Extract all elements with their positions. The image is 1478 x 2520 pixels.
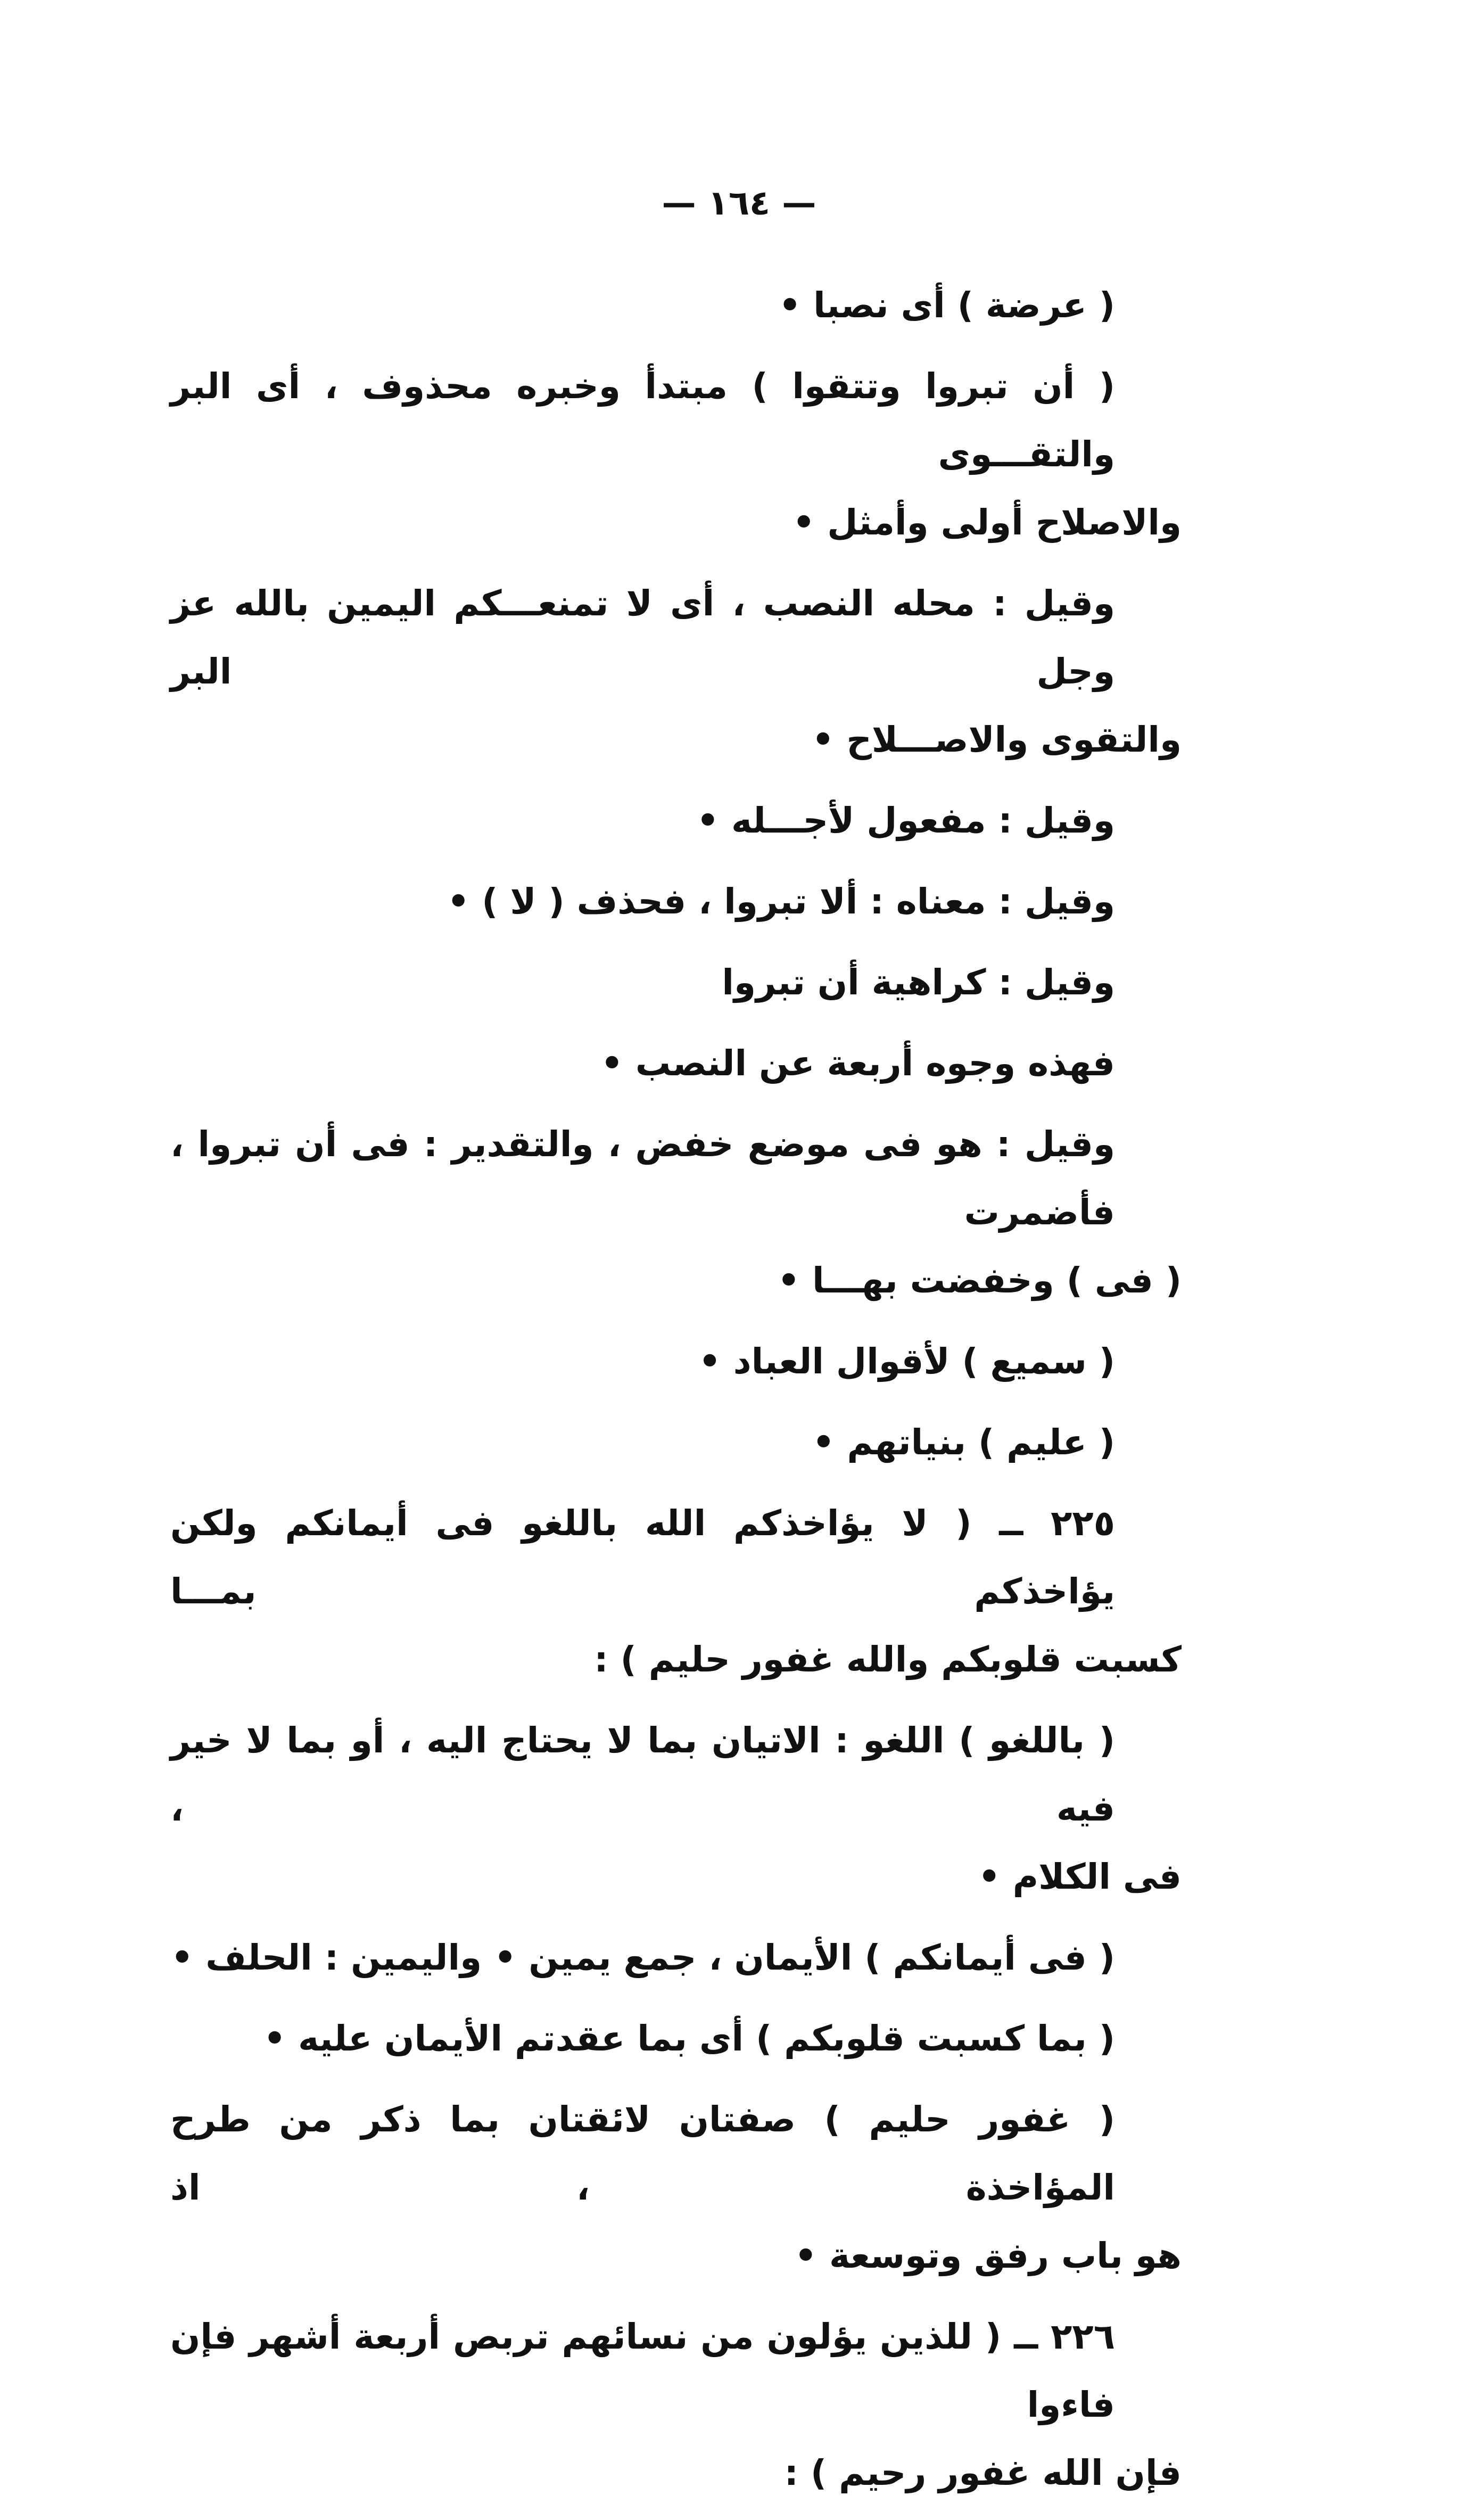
- paragraph: [170, 352, 1182, 557]
- paragraph-line: ٢٢٥ ــ ( لا يؤاخذكم الله باللغو فى أيمانكم ولكن يؤاخذكم بمـــا: [170, 1503, 1115, 1612]
- paragraph-line: وقيل : معناه : ألا تبروا ، فحذف ( لا ) •: [447, 881, 1115, 922]
- paragraph-line: ( سميع ) لأقوال العباد •: [698, 1341, 1115, 1382]
- paragraph-line: ( بما كسبت قلوبكم ) أى بما عقدتم الأيمان عليه •: [263, 2018, 1115, 2059]
- paragraph-line: وقيل : محله النصب ، أى لا تمنعـــكم اليمين بالله عز وجل البر: [170, 583, 1115, 692]
- paragraph: [170, 1328, 1182, 1396]
- paragraph-continuation: ( فى ) وخفضت بهـــا •: [777, 1260, 1182, 1301]
- paragraph-line: ( فى أيمانكم ) الأيمان ، جمع يمين • واليمين : الحلف •: [171, 1937, 1115, 1978]
- paragraph-continuation: والتقوى والاصـــلاح •: [812, 719, 1182, 760]
- paragraph: [170, 868, 1182, 936]
- body-text: [170, 271, 1182, 2520]
- paragraph-line: وقيل : هو فى موضع خفض ، والتقدير : فى أن تبروا ، فأضمرت: [170, 1124, 1115, 1233]
- paragraph: [170, 2086, 1182, 2290]
- paragraph: [170, 2303, 1182, 2507]
- paragraph-line: وقيل : كراهية أن تبروا: [722, 962, 1115, 1003]
- paragraph-line: ( عرضة ) أى نصبا •: [779, 285, 1115, 326]
- paragraph-line: ٢٢٦ ــ ( للذين يؤلون من نسائهم تربص أربعة أشهر فإن فاءوا: [170, 2316, 1115, 2425]
- paragraph-continuation: كسبت قلوبكم والله غفور حليم ) :: [594, 1639, 1182, 1680]
- paragraph: [170, 1489, 1182, 1694]
- paragraph-continuation: والاصلاح أولى وأمثل •: [792, 502, 1182, 543]
- paragraph: [170, 787, 1182, 855]
- paragraph: [170, 1707, 1182, 1911]
- paragraph-line: ( أن تبروا وتتقوا ) مبتدأ وخبره محذوف ، أى البر والتقـــوى: [170, 366, 1115, 475]
- paragraph-line: وقيل : مفعول لأجـــله •: [696, 800, 1115, 841]
- paragraph: [170, 1924, 1182, 1992]
- paragraph: [170, 1409, 1182, 1477]
- paragraph-continuation: فى الكلام •: [978, 1856, 1182, 1897]
- paragraph-line: فهذه وجوه أربعة عن النصب •: [600, 1043, 1115, 1084]
- paragraph-continuation: هو باب رفق وتوسعة •: [794, 2235, 1182, 2276]
- paragraph: [170, 2005, 1182, 2073]
- paragraph-line: ( باللغو ) اللغو : الاتيان بما لا يحتاج اليه ، أو بما لا خير فيه ،: [170, 1720, 1115, 1829]
- paragraph: [170, 1110, 1182, 1315]
- paragraph: [170, 949, 1182, 1017]
- paragraph-line: ( عليم ) بنياتهم •: [812, 1422, 1115, 1463]
- paragraph-line: ( غفور حليم ) صفتان لائقتان بما ذكر من طرح المؤاخذة ، اذ: [170, 2099, 1115, 2208]
- paragraph: [170, 1030, 1182, 1098]
- paragraph-continuation: فإن الله غفور رحيم ) :: [784, 2452, 1182, 2493]
- paragraph: [170, 570, 1182, 774]
- page-number: — ١٦٤ —: [662, 184, 816, 223]
- paragraph: [170, 271, 1182, 340]
